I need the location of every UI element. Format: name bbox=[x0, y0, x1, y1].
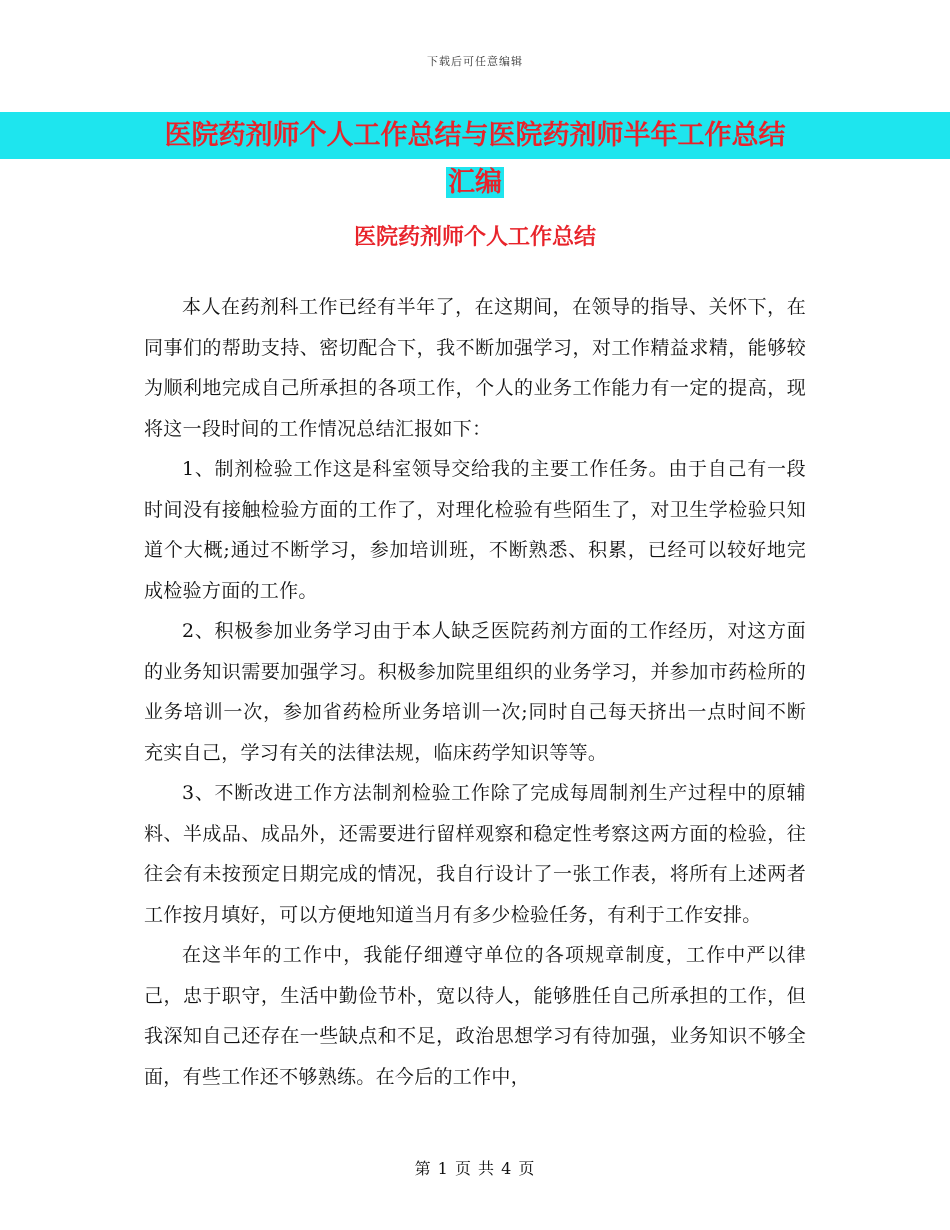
page-header-note: 下载后可任意编辑 bbox=[427, 55, 523, 68]
document-title bbox=[0, 112, 950, 206]
body-text bbox=[144, 287, 806, 1097]
paragraph: 在这半年的工作中，我能仔细遵守单位的各项规章制度，工作中严以律己，忠于职守，生活中勤俭节朴，宽以待人，能够胜任自己所承担的工作，但我深知自己还存在一些缺点和不足，政治思想学习有待加强，业务知识不够全面，有些工作还不够熟练。在今后的工作中， bbox=[144, 944, 806, 1088]
paragraph: 1、制剂检验工作这是科室领导交给我的主要工作任务。由于自己有一段时间没有接触检验方面的工作了，对理化检验有些陌生了，对卫生学检验只知道个大概;通过不断学习，参加培训班，不断熟悉、积累，已经可以较好地完成检验方面的工作。 bbox=[144, 458, 806, 602]
paragraph: 2、积极参加业务学习由于本人缺乏医院药剂方面的工作经历，对这方面的业务知识需要加强学习。积极参加院里组织的业务学习，并参加市药检所的业务培训一次，参加省药检所业务培训一次;同时自己每天挤出一点时间不断充实自己，学习有关的法律法规，临床药学知识等等。 bbox=[144, 620, 806, 764]
page-number: 第 1 页 共 4 页 bbox=[414, 1159, 536, 1178]
document-title-line1: 医院药剂师个人工作总结与医院药剂师半年工作总结 bbox=[164, 120, 786, 151]
paragraph: 本人在药剂科工作已经有半年了，在这期间，在领导的指导、关怀下，在同事们的帮助支持、密切配合下，我不断加强学习，对工作精益求精，能够较为顺利地完成自己所承担的各项工作，个人的业务工作能力有一定的提高，现将这一段时间的工作情况总结汇报如下： bbox=[144, 296, 806, 440]
section-heading: 医院药剂师个人工作总结 bbox=[353, 225, 596, 250]
document-title-line2: 汇编 bbox=[448, 167, 502, 198]
paragraph: 3、不断改进工作方法制剂检验工作除了完成每周制剂生产过程中的原辅料、半成品、成品外，还需要进行留样观察和稳定性考察这两方面的检验，往往会有未按预定日期完成的情况，我自行设计了一张工作表，将所有上述两者工作按月填好，可以方便地知道当月有多少检验任务，有利于工作安排。 bbox=[144, 782, 806, 926]
